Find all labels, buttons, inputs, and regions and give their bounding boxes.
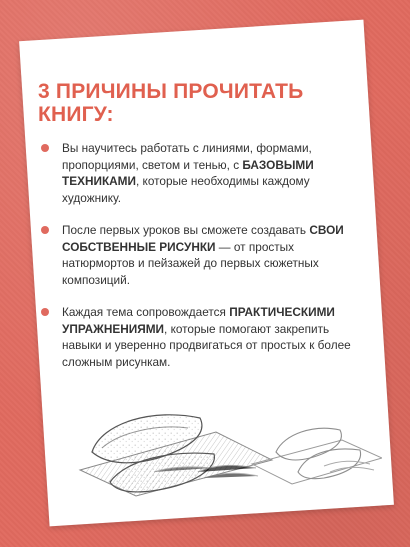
- item-text-strong: СВОИ СОБСТВЕННЫЕ РИСУНКИ: [62, 223, 344, 254]
- bullet-icon: [41, 308, 49, 316]
- item-text-before: После первых уроков вы сможете создавать: [62, 223, 310, 237]
- bread-on-board-line-sketch-icon: [252, 428, 382, 484]
- item-text-after: — от простых натюрмортов и пейзажей до первых сюжетных композиций.: [62, 239, 319, 287]
- item-text-after: , которые необходимы каждому художнику.: [62, 174, 310, 205]
- reasons-list: [38, 140, 363, 370]
- item-text-strong: БАЗОВЫМИ ТЕХНИКАМИ: [62, 157, 314, 188]
- list-item: [38, 222, 360, 288]
- page-title: 3 ПРИЧИНЫ ПРОЧИТАТЬ КНИГУ:: [38, 80, 304, 126]
- item-text-after: , которые помогают закрепить навыки и уверенно продвигаться от простых к более сложным рисункам.: [62, 321, 351, 369]
- item-text-before: Вы научитесь работать с линиями, формами, пропорциями, светом и тенью, с: [62, 141, 312, 172]
- bread-sketches: [62, 360, 382, 500]
- content: [38, 80, 363, 386]
- item-text-strong: ПРАКТИЧЕСКИМИ УПРАЖНЕНИЯМИ: [62, 305, 335, 336]
- list-item: [38, 140, 360, 206]
- bullet-icon: [41, 144, 49, 152]
- bread-on-board-shaded-sketch-icon: [80, 415, 272, 496]
- item-text-before: Каждая тема сопровождается: [62, 305, 230, 319]
- bullet-icon: [41, 226, 49, 234]
